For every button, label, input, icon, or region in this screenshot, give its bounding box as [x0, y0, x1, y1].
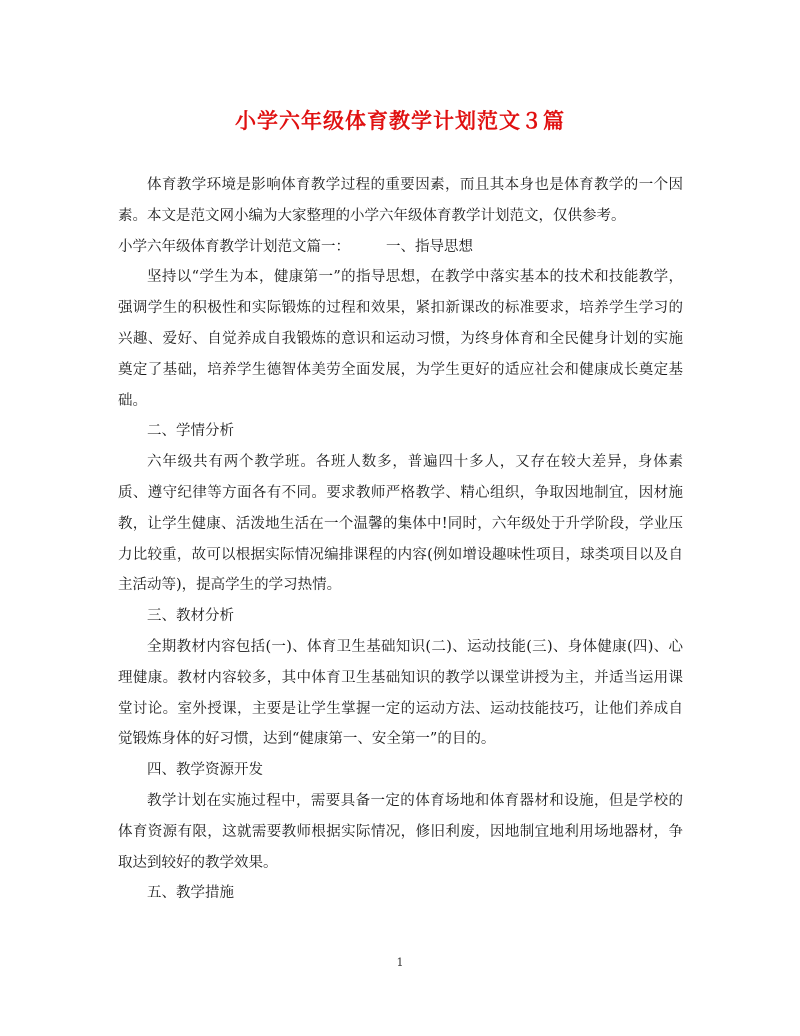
intro-paragraph: 体育教学环境是影响体育教学过程的重要因素，而且其本身也是体育教学的一个因素。本文是范文网小编为大家整理的小学六年级体育教学计划范文，仅供参考。: [118, 177, 683, 224]
article-label-line: [118, 232, 683, 263]
section-heading-1: 一、指导思想: [386, 238, 473, 255]
section-body-1: 坚持以“学生为本，健康第一”的指导思想，在教学中落实基本的技术和技能教学，强调学生的积极性和实际锻炼的过程和效果，紧扣新课改的标准要求，培养学生学习的兴趣、爱好、自觉养成自我锻炼的意识和运动习惯，为终身体育和全民健身计划的实施奠定了基础，培养学生德智体美劳全面发展，为学生更好的适应社会和健康成长奠定基础。: [118, 269, 683, 409]
page-number: 1: [396, 956, 404, 969]
section-body-2: 六年级共有两个教学班。各班人数多，普遍四十多人，又存在较大差异，身体素质、遵守纪律等方面各有不同。要求教师严格教学、精心组织，争取因地制宜，因材施教，让学生健康、活泼地生活在一个温馨的集体中!同时，六年级处于升学阶段，学业压力比较重，故可以根据实际情况编排课程的内容(例如增设趣味性项目，球类项目以及自主活动等)，提高学生的学习热情。: [118, 454, 683, 594]
section-heading-5: 五、教学措施: [147, 885, 234, 902]
section-body-4: 教学计划在实施过程中，需要具备一定的体育场地和体育器材和设施，但是学校的体育资源有限，这就需要教师根据实际情况，修旧利废，因地制宜地利用场地器材，争取达到较好的教学效果。: [118, 792, 683, 871]
section-heading-3: 三、教材分析: [147, 608, 234, 625]
section-heading-4: 四、教学资源开发: [147, 762, 263, 779]
article-label: 小学六年级体育教学计划范文篇一：: [118, 238, 350, 255]
section-body-3: 全期教材内容包括(一)、体育卫生基础知识(二)、运动技能(三)、身体健康(四)、心理健康。教材内容较多，其中体育卫生基础知识的教学以课堂讲授为主，并适当运用课堂讨论。室外授课，主要是让学生掌握一定的运动方法、运动技能技巧，让他们养成自觉锻炼身体的好习惯，达到“健康第一、安全第一”的目的。: [118, 638, 683, 748]
document-title: 小学六年级体育教学计划范文３篇: [235, 108, 565, 133]
section-heading-2: 二、学情分析: [147, 423, 234, 440]
document-body: [118, 170, 683, 909]
